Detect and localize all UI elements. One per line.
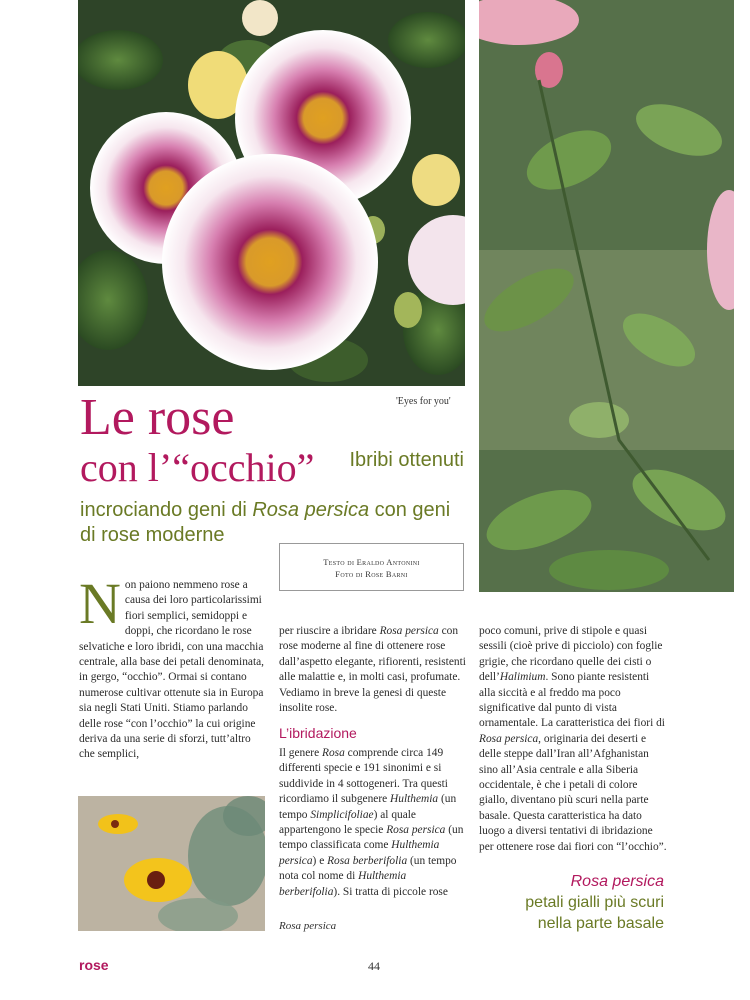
kicker-text: Ibribi ottenuti [349,449,464,471]
text-run: poco comuni, prive di stipole e quasi sessili (cioè prive di picciolo) con foglie grigie, che ricordano quelle dei cisti o dell’ [479,625,663,684]
genus-name: Halimium [499,671,546,684]
body-column-2 [279,624,466,716]
text-run: ). Si tratta di piccole rose [333,885,448,898]
pull-quote-line: petali gialli più scuri [525,894,664,911]
body-column-3 [479,624,667,855]
photo-rose-foliage [479,0,734,592]
magazine-section-label: rose [79,957,109,973]
subtitle-part: con geni di rose moderne [80,499,451,546]
body-column-2-section [279,746,466,900]
article-title-line2: con l’“occhio” [80,445,315,490]
text-run: , originaria dei deserti e delle steppe dall’Iran all’Afghanistan sino all’Asia centrale e alla Siberia occidentale, è che i petali di colore giallo, diventano più scuri nella parte basale. Questa caratteristica ha dato luogo a diversi tentativi di ibridazione per ottenere rose dai fiori con “l’occhio”. [479,732,667,853]
species-name: Rosa berberifolia [327,854,408,867]
credit-photo: Foto di Rose Barni [335,569,408,579]
paragraph [279,624,466,716]
old-name: Simplicifoliae [310,808,374,821]
species-name: Rosa persica [479,732,539,745]
subgenus-name: Hulthemia [390,793,439,806]
species-name: Hulthemia persica [279,839,440,867]
article-title: Le rose [80,389,235,446]
text-run: (un tempo classificata come [279,824,464,852]
intro-text: on paiono nemmeno rose a causa dei loro particolarissimi fiori semplici, semidoppi e doppi, che ricordano le rose selvatiche e loro ibridi, con una macchia centrale, alla base dei petali denominata, in gergo, “occhio”. Ormai si contano numerose cultivar ottenute sia in Europa sia negli Stati Uniti. Stiamo parlando delle rose “con l’occhio” la cui origine deriva da una serie di sforzi, tutt’altro che semplici, [79,579,265,761]
species-name: Hulthemia berberifolia [279,870,407,898]
subtitle-species: Rosa persica [252,499,370,521]
text-run: (un tempo nota col nome di [279,854,457,883]
text-run: per riuscire a ibridare [279,625,380,637]
paragraph [479,624,667,855]
subtitle-part: incrociando geni di [80,499,253,521]
species-name: Rosa persica [379,625,439,637]
text-run: ) e [312,854,328,867]
page-number: 44 [368,959,380,973]
photo-caption-persica: Rosa persica [279,920,337,932]
photo-caption: 'Eyes for you' [396,396,451,407]
pull-quote [478,872,664,934]
text-run: . Sono piante resistenti alla siccità e al freddo ma poco significative dal punto di vista ornamentale. La caratteristica dei fiori di [479,671,665,730]
text-run: con rose moderne al fine di ottenere rose dall’aspetto elegante, rifiorenti, resistenti alle malattie e, in molti casi, profumate. Vediamo in breve la genesi di queste insolite rose. [279,625,466,715]
paragraph [279,746,466,900]
photo-rosa-persica [78,796,265,931]
text-run: comprende circa 149 differenti specie e 191 sinonimi e si suddivide in 4 sottogeneri. Tra questi ricordiamo il subgenere [279,747,448,806]
text-run: ) al quale appartengono le specie [279,808,416,837]
article-subtitle [80,498,470,548]
species-name: Rosa persica [386,824,446,837]
credit-text: Testo di Eraldo Antonini [323,557,420,567]
credits-box [279,543,464,591]
section-heading: L’ibridazione [279,725,357,741]
photo-eyes-for-you [78,0,465,386]
text-run: Il genere [279,747,323,759]
text-run: (un tempo [279,793,457,821]
genus-name: Rosa [322,747,345,759]
body-column-1 [79,571,267,763]
pull-quote-line: nella parte basale [537,915,664,932]
pull-quote-species: Rosa persica [570,873,664,890]
drop-cap: N [79,571,121,636]
